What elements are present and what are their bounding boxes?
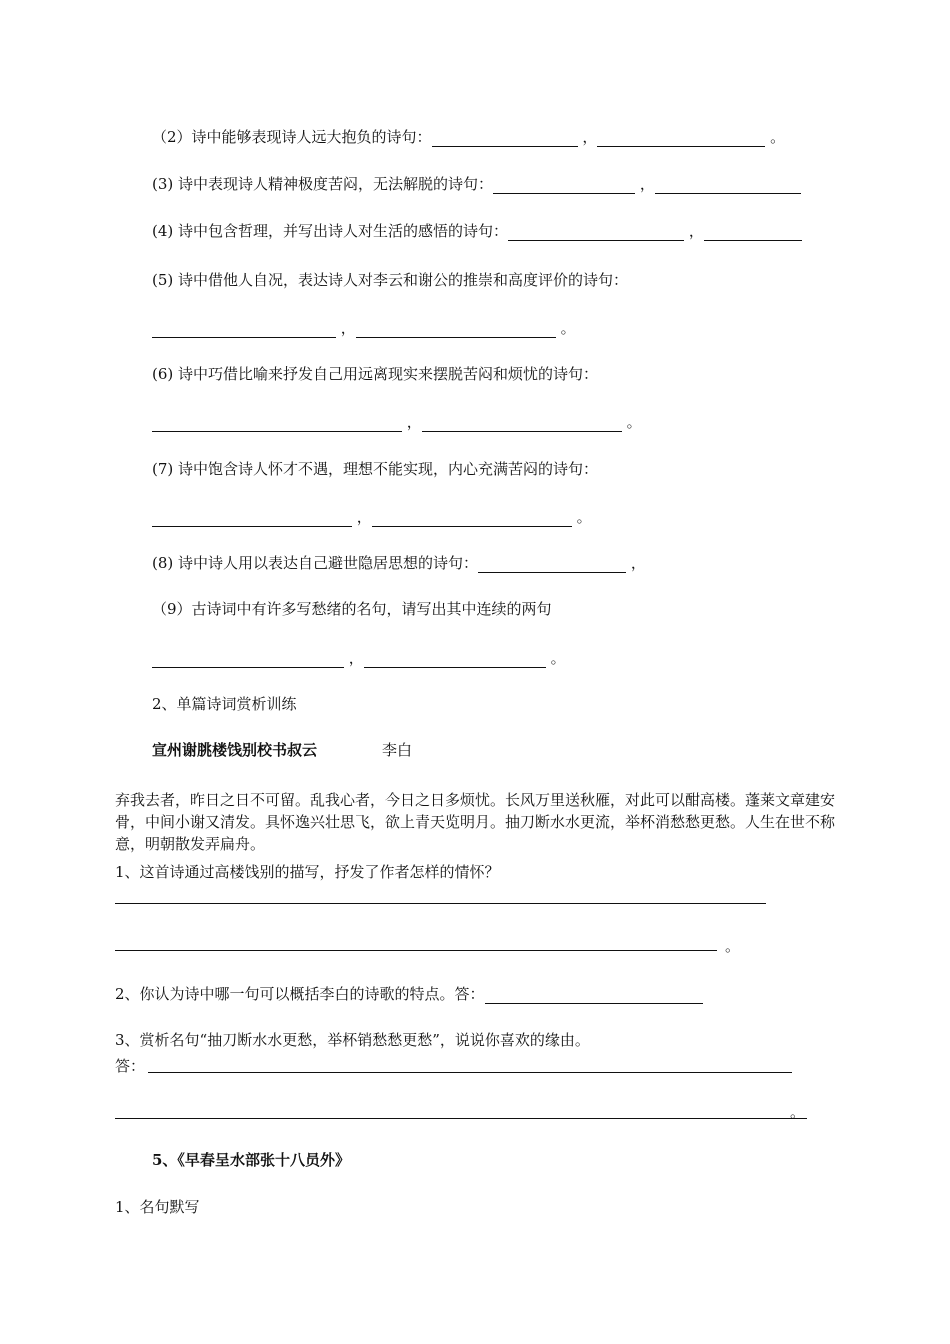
- question-5-answer: ， 。: [152, 318, 576, 338]
- question-8-text: (8) 诗中诗人用以表达自己避世隐居思想的诗句：: [152, 554, 479, 572]
- answer-blank[interactable]: [152, 321, 336, 338]
- section2-question-1: 1、这首诗通过高楼饯别的描写，抒发了作者怎样的情怀？: [115, 863, 500, 881]
- answer-blank[interactable]: [372, 510, 572, 527]
- question-5-text: (5) 诗中借他人自况，表达诗人对李云和谢公的推崇和高度评价的诗句：: [152, 271, 629, 289]
- question-6: [152, 364, 598, 384]
- section-5-heading: 5、《早春呈水部张十八员外》: [152, 1151, 350, 1169]
- answer-blank[interactable]: [485, 987, 703, 1004]
- poem-body: 弃我去者，昨日之日不可留。乱我心者，今日之日多烦忧。长风万里送秋雁，对此可以酣高楼。蓬莱文章建安骨，中间小谢又清发。具怀逸兴壮思飞，欲上青天览明月。抽刀断水水更流，举杯消愁愁更愁。人生在世不称意，明朝散发弄扁舟。: [115, 791, 836, 853]
- question-9-answer: ， 。: [152, 648, 566, 668]
- question-2: （2）诗中能够表现诗人远大抱负的诗句： ， 。: [152, 128, 786, 146]
- period-mark: 。: [790, 1103, 806, 1121]
- section-2-heading: 2、单篇诗词赏析训练: [152, 695, 297, 713]
- answer-blank[interactable]: [432, 130, 578, 147]
- answer-blank[interactable]: [364, 651, 546, 668]
- answer-blank[interactable]: [597, 130, 765, 147]
- answer-label: 答：: [115, 1057, 146, 1075]
- answer-line[interactable]: [115, 903, 766, 904]
- section2-question-2: 2、你认为诗中哪一句可以概括李白的诗歌的特点。答：: [115, 984, 703, 1004]
- question-7-text: (7) 诗中饱含诗人怀才不遇，理想不能实现，内心充满苦闷的诗句：: [152, 460, 599, 478]
- period-mark: 。: [725, 937, 741, 955]
- question-9-text: （9）古诗词中有许多写愁绪的名句，请写出其中连续的两句: [152, 600, 552, 618]
- answer-line[interactable]: [115, 950, 717, 951]
- answer-blank[interactable]: [704, 224, 802, 241]
- section-5-item-1: 1、名句默写: [115, 1198, 200, 1216]
- question-7-answer: ， 。: [152, 507, 592, 527]
- poem-author: 李白: [382, 741, 413, 759]
- question-3-text: (3) 诗中表现诗人精神极度苦闷，无法解脱的诗句：: [152, 175, 494, 193]
- question-8: (8) 诗中诗人用以表达自己避世隐居思想的诗句： ，: [152, 554, 646, 572]
- answer-blank[interactable]: [422, 415, 622, 432]
- question-9: [152, 599, 552, 619]
- question-4-text: (4) 诗中包含哲理，并写出诗人对生活的感悟的诗句：: [152, 222, 509, 240]
- question-6-answer: ， 。: [152, 412, 642, 432]
- section2-question-3: 3、赏析名句“抽刀断水水更愁，举杯销愁愁更愁”，说说你喜欢的缘由。: [115, 1031, 590, 1049]
- answer-line[interactable]: [115, 1118, 807, 1119]
- answer-line[interactable]: [148, 1072, 792, 1073]
- answer-blank[interactable]: [655, 177, 801, 194]
- poem-title: 宣州谢朓楼饯别校书叔云: [152, 741, 318, 759]
- question-2-text: （2）诗中能够表现诗人远大抱负的诗句：: [152, 128, 432, 146]
- answer-blank[interactable]: [152, 415, 402, 432]
- answer-blank[interactable]: [152, 651, 344, 668]
- question-5: [152, 270, 628, 290]
- answer-blank[interactable]: [152, 510, 352, 527]
- question-4: (4) 诗中包含哲理，并写出诗人对生活的感悟的诗句： ，: [152, 221, 802, 241]
- question-3: (3) 诗中表现诗人精神极度苦闷，无法解脱的诗句： ，: [152, 174, 801, 194]
- answer-blank[interactable]: [508, 224, 684, 241]
- question-6-text: (6) 诗中巧借比喻来抒发自己用远离现实来摆脱苦闷和烦忧的诗句：: [152, 365, 599, 383]
- question-7: [152, 459, 598, 479]
- answer-blank[interactable]: [478, 556, 626, 573]
- answer-blank[interactable]: [493, 177, 635, 194]
- answer-blank[interactable]: [356, 321, 556, 338]
